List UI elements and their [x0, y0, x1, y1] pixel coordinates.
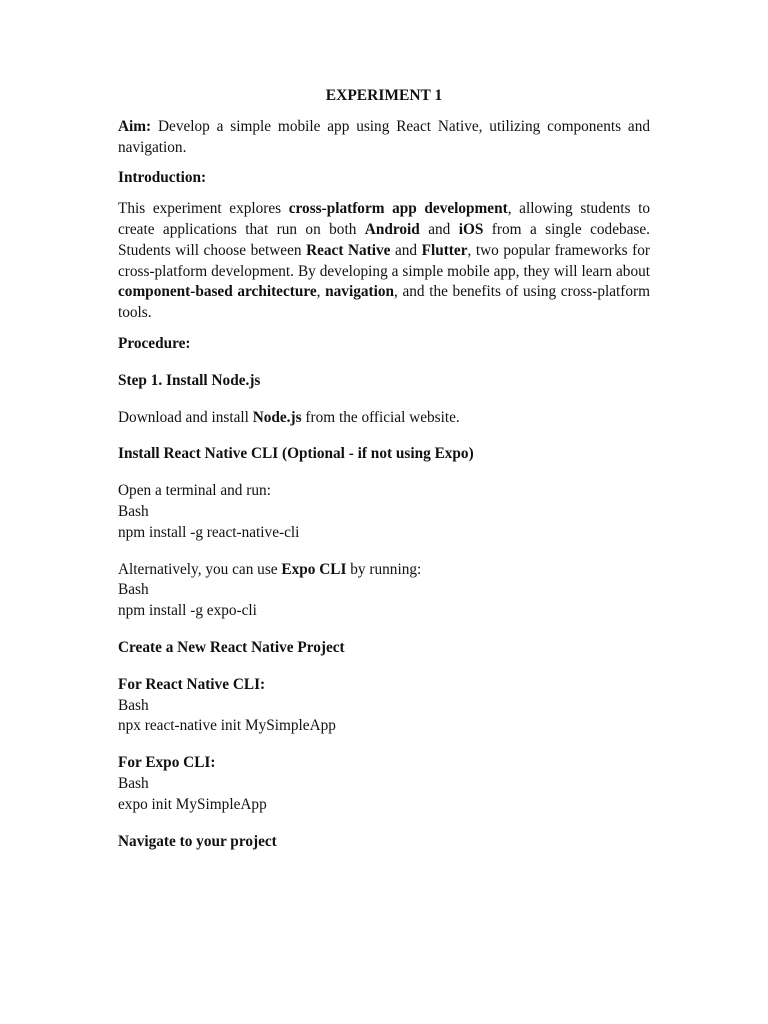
- intro-bold-term: React Native: [306, 241, 391, 259]
- intro-text: ,: [316, 283, 326, 301]
- intro-bold-term: navigation: [325, 283, 395, 301]
- code-line: npx react-native init MySimpleApp: [118, 717, 336, 735]
- intro-text: from a single codebase. Students will choose between: [118, 220, 650, 259]
- step1-text: [118, 408, 650, 429]
- intro-text: and: [419, 220, 459, 238]
- step1-text-pre: Download and install: [118, 408, 253, 426]
- install-cli-code-block: [118, 502, 650, 544]
- create-project-heading: Create a New React Native Project: [118, 638, 345, 656]
- intro-bold-term: cross-platform app development: [288, 200, 508, 218]
- intro-bold-term: component-based architecture: [118, 283, 317, 301]
- code-line: expo init MySimpleApp: [118, 795, 267, 813]
- install-cli-heading: Install React Native CLI (Optional - if not using Expo): [118, 445, 474, 463]
- page-title: EXPERIMENT 1: [325, 87, 443, 104]
- step1-text-bold: Node.js: [252, 408, 302, 426]
- code-language-label: Bash: [118, 502, 149, 520]
- code-language-label: Bash: [118, 774, 149, 792]
- rn-init-code-block: [118, 696, 650, 738]
- install-cli-intro: Open a terminal and run:: [118, 482, 271, 500]
- introduction-heading: Introduction:: [118, 169, 207, 187]
- intro-text: , and the benefits of using cross-platform tools.: [118, 283, 651, 322]
- expo-init-code-block: [118, 774, 650, 816]
- expo-cli-code-block: [118, 580, 650, 622]
- expo-alt-text-post: by running:: [346, 560, 422, 578]
- expo-alt-text-pre: Alternatively, you can use: [118, 560, 282, 578]
- navigate-heading: Navigate to your project: [118, 832, 277, 850]
- code-language-label: Bash: [118, 581, 149, 599]
- intro-bold-term: Flutter: [421, 241, 468, 259]
- intro-bold-term: Android: [364, 220, 420, 238]
- step1-text-post: from the official website.: [301, 408, 460, 426]
- code-line: npm install -g react-native-cli: [118, 523, 300, 541]
- intro-text: , allowing students to create applications that run on both: [118, 200, 651, 238]
- for-expo-cli-heading: For Expo CLI:: [118, 754, 216, 772]
- expo-alt-text: [118, 560, 650, 581]
- procedure-heading: Procedure:: [118, 334, 191, 352]
- aim-label: Aim:: [118, 117, 152, 135]
- introduction-paragraph: [118, 199, 650, 324]
- aim-text: Develop a simple mobile app using React Native, utilizing components and navigation.: [118, 117, 650, 156]
- expo-alt-text-bold: Expo CLI: [281, 560, 347, 578]
- code-line: npm install -g expo-cli: [118, 602, 257, 620]
- intro-text: , two popular frameworks for cross-platform development. By developing a simple mobile app, they will learn about: [118, 241, 651, 280]
- document-page: [118, 86, 650, 852]
- intro-text: and: [390, 241, 422, 259]
- intro-text: This experiment explores: [118, 200, 289, 218]
- aim-paragraph: [118, 117, 650, 159]
- step1-heading: Step 1. Install Node.js: [118, 371, 261, 389]
- intro-bold-term: iOS: [458, 220, 484, 238]
- code-language-label: Bash: [118, 696, 149, 714]
- for-rn-cli-heading: For React Native CLI:: [118, 675, 266, 693]
